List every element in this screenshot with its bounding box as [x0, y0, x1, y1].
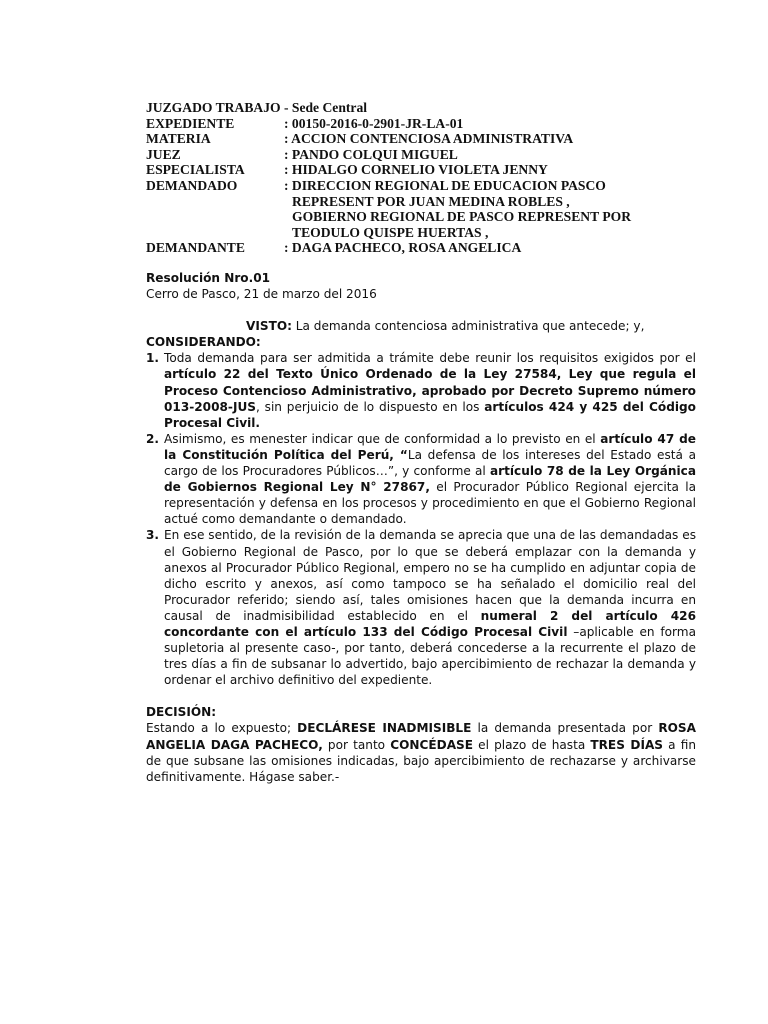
place-date: Cerro de Pasco, 21 de marzo del 2016 [146, 287, 377, 302]
court-title: JUZGADO TRABAJO - Sede Central [146, 100, 368, 115]
decision-paragraph: Estando a lo expuesto; DECLÁRESE INADMISIBLE la demanda presentada por ROSA ANGELIA DAGA PACHECO, por tanto CONCÉDASE el plazo de hasta TRES DÍAS a fin de que subsane las omisiones indicadas, bajo apercibimiento de rechazarse y archivarse definitivamente. Hágase saber.- [146, 721, 697, 784]
header-row-demandado [146, 178, 666, 194]
item-text: Toda demanda para ser admitida a trámite debe reunir los requisitos exigidos por el artículo 22 del Texto Único Ordenado de la Ley 27584, Ley que regula el Proceso Contencioso Administrativo, aprobado por Decreto Supremo número 013-2008-JUS, sin perjuicio de lo dispuesto en los artículos 424 y 425 del Código Procesal Civil. [164, 351, 696, 430]
header-row-especialista [146, 162, 666, 178]
list-item: 2. Asimismo, es menester indicar que de conformidad a lo previsto en el artículo 47 de la Constitución Política del Perú, “La defensa de los intereses del Estado está a cargo de los Procuradores Públicos…”, y conforme al artículo 78 de la Ley Orgánica de Gobiernos Regional Ley N° 27867, el Procurador Público Regional ejercita la representación y defensa en los procesos y procedimiento en que el Gobierno Regional actué como demandante o demandado. [146, 431, 697, 527]
visto-label: VISTO: [246, 319, 292, 334]
header-key: DEMANDANTE [146, 240, 245, 256]
header-key: EXPEDIENTE [146, 115, 235, 131]
resolution-body [146, 270, 696, 785]
item-text: Asimismo, es menester indicar que de conformidad a lo previsto en el artículo 47 de la Constitución Política del Perú, “La defensa de los intereses del Estado está a cargo de los Procuradores Públicos…”, y conforme al artículo 78 de la Ley Orgánica de Gobiernos Regional Ley N° 27867, el Procurador Público Regional ejercita la representación y defensa en los procesos y procedimiento en que el Gobierno Regional actué como demandante o demandado. [164, 431, 697, 527]
visto-paragraph [146, 318, 696, 334]
item-text: En ese sentido, de la revisión de la demanda se aprecia que una de las demandadas es el Gobierno Regional de Pasco, por lo que se deberá emplazar con la demanda y anexos al Procurador Público Regional, empero no se ha cumplido en adjuntar copia de dicho escrito y anexos, así como tampoco se ha señalado el domicilio real del Procurador referido; siendo así, tales omisiones hacen que la demanda incurra en causal de inadmisibilidad establecido en el numeral 2 del artículo 426 concordante con el artículo 133 del Código Procesal Civil –aplicable en forma supletoria al presente caso-, por tanto, deberá concederse a la recurrente el plazo de tres días a fin de subsanar lo advertido, bajo apercibimiento de rechazar la demanda y ordenar el archivo definitivo del expediente. [164, 528, 697, 688]
decision-heading: DECISIÓN: [146, 705, 217, 720]
header-row-expediente [146, 116, 666, 132]
header-value: : PANDO COLQUI MIGUEL [284, 146, 458, 162]
header-value: : HIDALGO CORNELIO VIOLETA JENNY [284, 162, 548, 178]
list-item: 1. Toda demanda para ser admitida a trámite debe reunir los requisitos exigidos por el artículo 22 del Texto Único Ordenado de la Ley 27584, Ley que regula el Proceso Contencioso Administrativo, aprobado por Decreto Supremo número 013-2008-JUS, sin perjuicio de lo dispuesto en los artículos 424 y 425 del Código Procesal Civil. [146, 351, 696, 430]
header-value: : ACCION CONTENCIOSA ADMINISTRATIVA [284, 131, 574, 147]
header-row-juez [146, 147, 666, 163]
header-row-demandante [146, 240, 666, 256]
considerando-list [146, 350, 696, 688]
demandado-continuation: GOBIERNO REGIONAL DE PASCO REPRESENT POR [292, 209, 632, 225]
list-item: 3. En ese sentido, de la revisión de la demanda se aprecia que una de las demandadas es el Gobierno Regional de Pasco, por lo que se deberá emplazar con la demanda y anexos al Procurador Público Regional, empero no se ha cumplido en adjuntar copia de dicho escrito y anexos, así como tampoco se ha señalado el domicilio real del Procurador referido; siendo así, tales omisiones hacen que la demanda incurra en causal de inadmisibilidad establecido en el numeral 2 del artículo 426 concordante con el artículo 133 del Código Procesal Civil –aplicable en forma supletoria al presente caso-, por tanto, deberá concederse a la recurrente el plazo de tres días a fin de subsanar lo advertido, bajo apercibimiento de rechazar la demanda y ordenar el archivo definitivo del expediente. [146, 528, 697, 688]
visto-text: La demanda contenciosa administrativa que antecede; y, [291, 319, 645, 334]
considerando-heading: CONSIDERANDO: [146, 335, 261, 350]
header-key: MATERIA [146, 131, 211, 147]
header-key: DEMANDADO [146, 177, 238, 193]
demandado-continuation: TEODULO QUISPE HUERTAS , [292, 224, 489, 240]
resolution-number: Resolución Nro.01 [146, 271, 271, 285]
demandado-continuation: REPRESENT POR JUAN MEDINA ROBLES , [292, 193, 570, 209]
header-key: JUEZ [146, 146, 181, 162]
header-key: ESPECIALISTA [146, 162, 245, 178]
case-header [146, 100, 666, 256]
header-value: : 00150-2016-0-2901-JR-LA-01 [284, 115, 464, 131]
header-value: : DIRECCION REGIONAL DE EDUCACION PASCO [284, 177, 606, 193]
header-row-materia [146, 131, 666, 147]
header-value: : DAGA PACHECO, ROSA ANGELICA [284, 240, 522, 256]
